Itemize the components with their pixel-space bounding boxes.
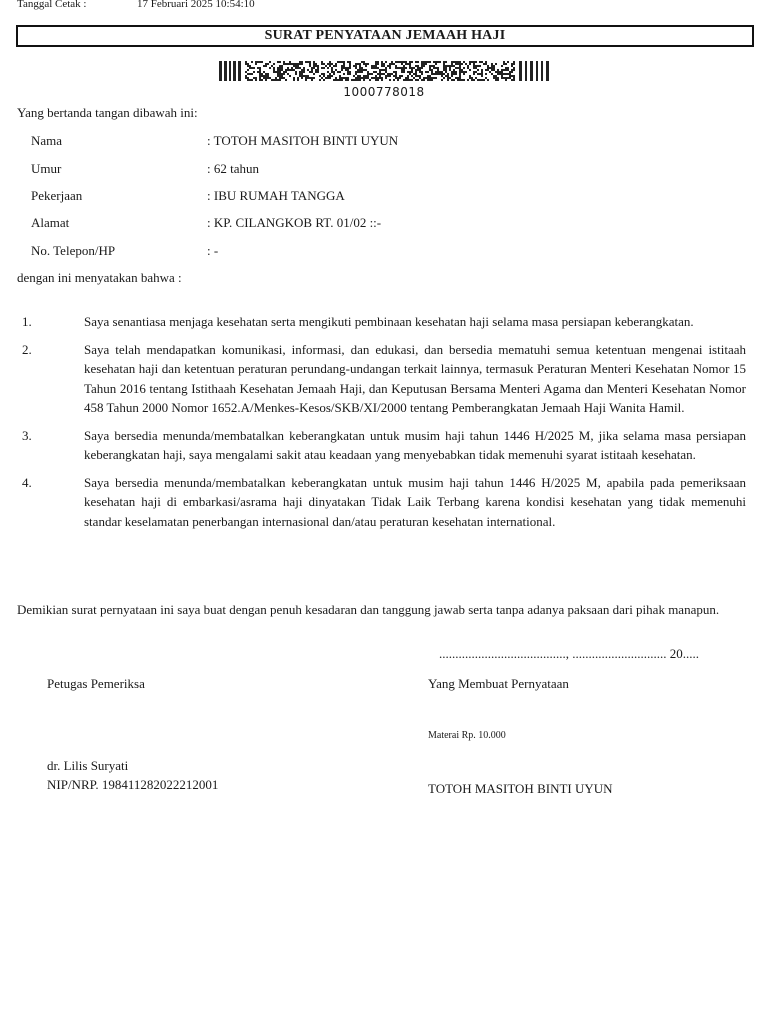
print-date-value: 17 Februari 2025 10:54:10 — [137, 0, 255, 10]
statement-item — [22, 426, 746, 465]
print-date — [17, 0, 255, 10]
declarant-title: Yang Membuat Pernyataan — [428, 676, 569, 691]
statement-text: Saya senantiasa menjaga kesehatan serta mengikuti pembinaan kesehatan haji selama masa persiapan keberangkatan. — [84, 314, 694, 329]
identity-label: Nama — [31, 133, 63, 148]
place-date-line: ......................................., ............................. 20..... — [439, 646, 699, 661]
identity-label: No. Telepon/HP — [31, 243, 116, 258]
statement-number: 2. — [22, 341, 32, 357]
statement-item — [22, 340, 746, 418]
statement-list — [22, 312, 746, 539]
identity-value: : KP. CILANGKOB RT. 01/02 ::- — [207, 215, 382, 230]
closing-statement: Demikian surat pernyataan ini saya buat dengan penuh kesadaran dan tanggung jawab serta tanpa adanya paksaan dari pihak manapun. — [17, 602, 720, 617]
examiner-title: Petugas Pemeriksa — [47, 676, 145, 691]
statement-item — [22, 473, 746, 532]
statement-text: Saya bersedia menunda/membatalkan keberangkatan untuk musim haji tahun 1446 H/2025 M, jika selama masa persiapan keberangkatan haji, saya mengalami sakit atau keadaan yang menyebabkan tidak memenuhi syarat istitaah kesehatan. — [84, 427, 746, 462]
identity-label: Alamat — [31, 215, 70, 230]
statement-number: 4. — [22, 474, 32, 490]
examiner-nip: NIP/NRP. 198411282022212001 — [47, 777, 219, 792]
statement-number: 3. — [22, 427, 32, 443]
barcode-number: 1000778018 — [343, 85, 425, 99]
identity-label: Pekerjaan — [31, 188, 83, 203]
statement-text: Saya telah mendapatkan komunikasi, informasi, dan edukasi, dan bersedia mematuhi semua ketentuan mengenai istitaah kesehatan haji dan ketentuan peraturan perundang-undangan terkait lainnya, termasuk Peraturan Menteri Kesehatan Nomor 15 Tahun 2016 tentang Istithaah Kesehatan Jemaah Haji, dan Keputusan Bersama Menteri Agama dan Menteri Kesehatan Nomor 458 Tahun 2000 Nomor 1652.A/Menkes-Kesos/SKB/XI/2000 tentang Pemberangkatan Jemaah Haji Wanita Hamil. — [84, 341, 746, 415]
declarant-name: TOTOH MASITOH BINTI UYUN — [428, 781, 613, 796]
identity-value: : IBU RUMAH TANGGA — [207, 188, 345, 203]
declaration-intro: dengan ini menyatakan bahwa : — [17, 270, 182, 285]
document-title: SURAT PENYATAAN JEMAAH HAJI — [16, 25, 754, 47]
statement-item — [22, 312, 746, 332]
identity-value: : 62 tahun — [207, 161, 259, 176]
statement-text: Saya bersedia menunda/membatalkan keberangkatan untuk musim haji tahun 1446 H/2025 M, apabila pada pemeriksaan kesehatan haji di embarkasi/asrama haji dinyatakan Tidak Laik Terbang karena kondisi kesehatan yang tidak memenuhi standar keselamatan penerbangan internasional dan/atau peraturan kesehatan international. — [84, 474, 746, 529]
stamp-duty-note: Materai Rp. 10.000 — [428, 730, 506, 741]
barcode — [219, 61, 550, 81]
statement-number: 1. — [22, 314, 32, 329]
examiner-name: dr. Lilis Suryati — [47, 758, 129, 773]
intro-text: Yang bertanda tangan dibawah ini: — [17, 105, 198, 120]
identity-label: Umur — [31, 161, 62, 176]
print-date-label: Tanggal Cetak : — [17, 0, 87, 10]
identity-value: : - — [207, 243, 219, 258]
identity-value: : TOTOH MASITOH BINTI UYUN — [207, 133, 399, 148]
